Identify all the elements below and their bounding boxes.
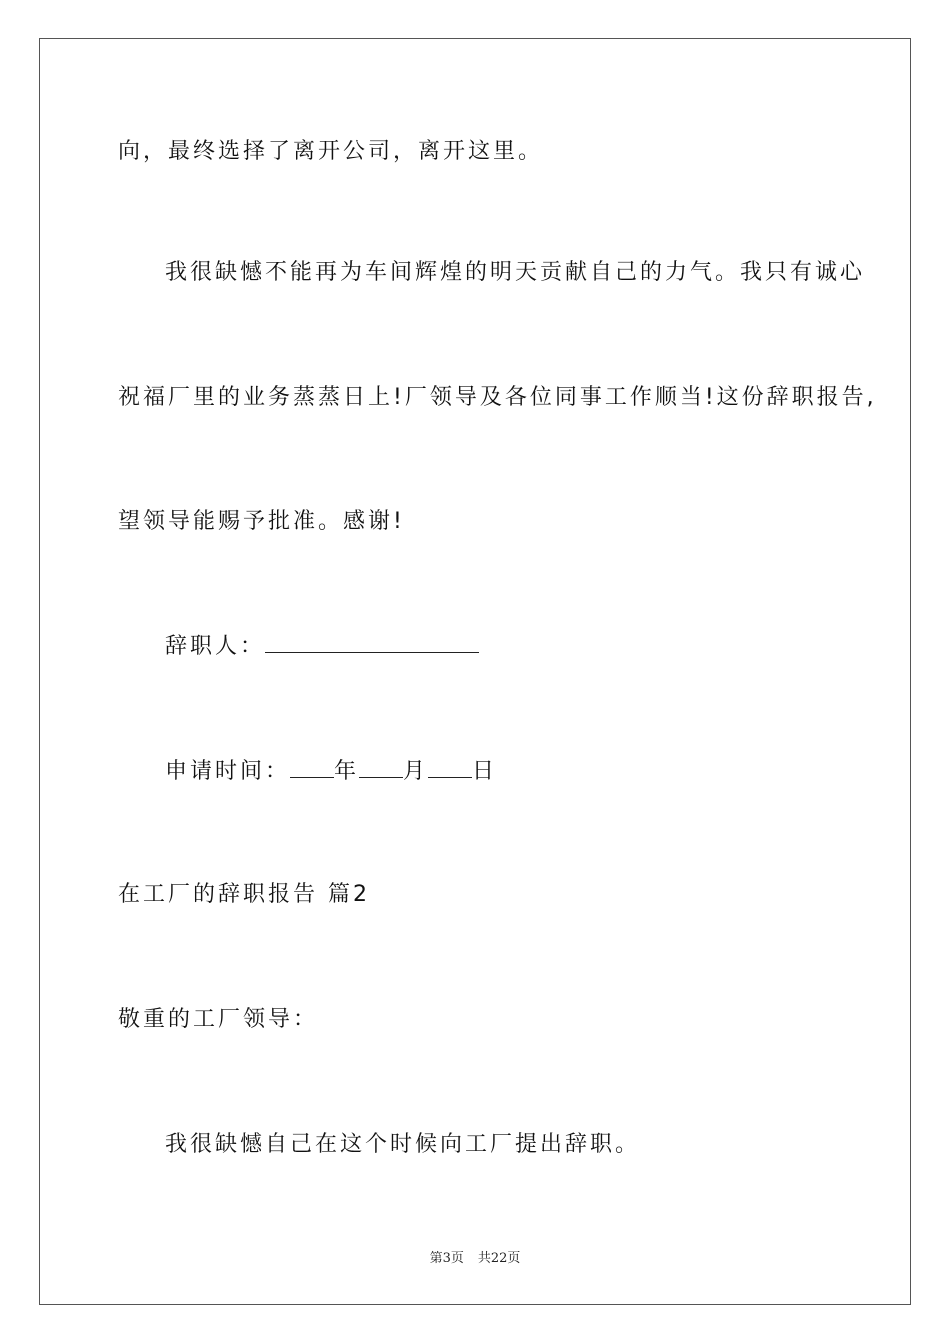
month-blank [359, 757, 403, 778]
page-total: 共22页 [477, 1251, 521, 1266]
section-title: 在工厂的辞职报告 篇2 [118, 882, 370, 907]
body-line: 我很缺憾自己在这个时候向工厂提出辞职。 [165, 1132, 641, 1157]
paragraph-line-1: 向，最终选择了离开公司，离开这里。 [118, 139, 544, 164]
signer-row [165, 632, 479, 662]
day-blank [428, 757, 472, 778]
signer-blank [265, 632, 479, 653]
date-label: 申请时间： [165, 759, 291, 784]
page-number: 第3页 [429, 1251, 464, 1266]
paragraph-line-4: 望领导能赐予批准。感谢! [118, 509, 405, 534]
month-label: 月 [403, 759, 429, 784]
year-blank [290, 757, 334, 778]
salutation: 敬重的工厂领导： [118, 1007, 319, 1032]
year-label: 年 [334, 759, 360, 784]
page-footer [0, 1247, 950, 1266]
day-label: 日 [472, 759, 498, 784]
paragraph-line-2: 我很缺憾不能再为车间辉煌的明天贡献自己的力气。我只有诚心 [165, 260, 866, 285]
page-border [39, 38, 911, 1305]
date-row [165, 757, 497, 787]
paragraph-line-3: 祝福厂里的业务蒸蒸日上!厂领导及各位同事工作顺当!这份辞职报告, [118, 385, 877, 410]
signer-label: 辞职人： [165, 634, 266, 659]
